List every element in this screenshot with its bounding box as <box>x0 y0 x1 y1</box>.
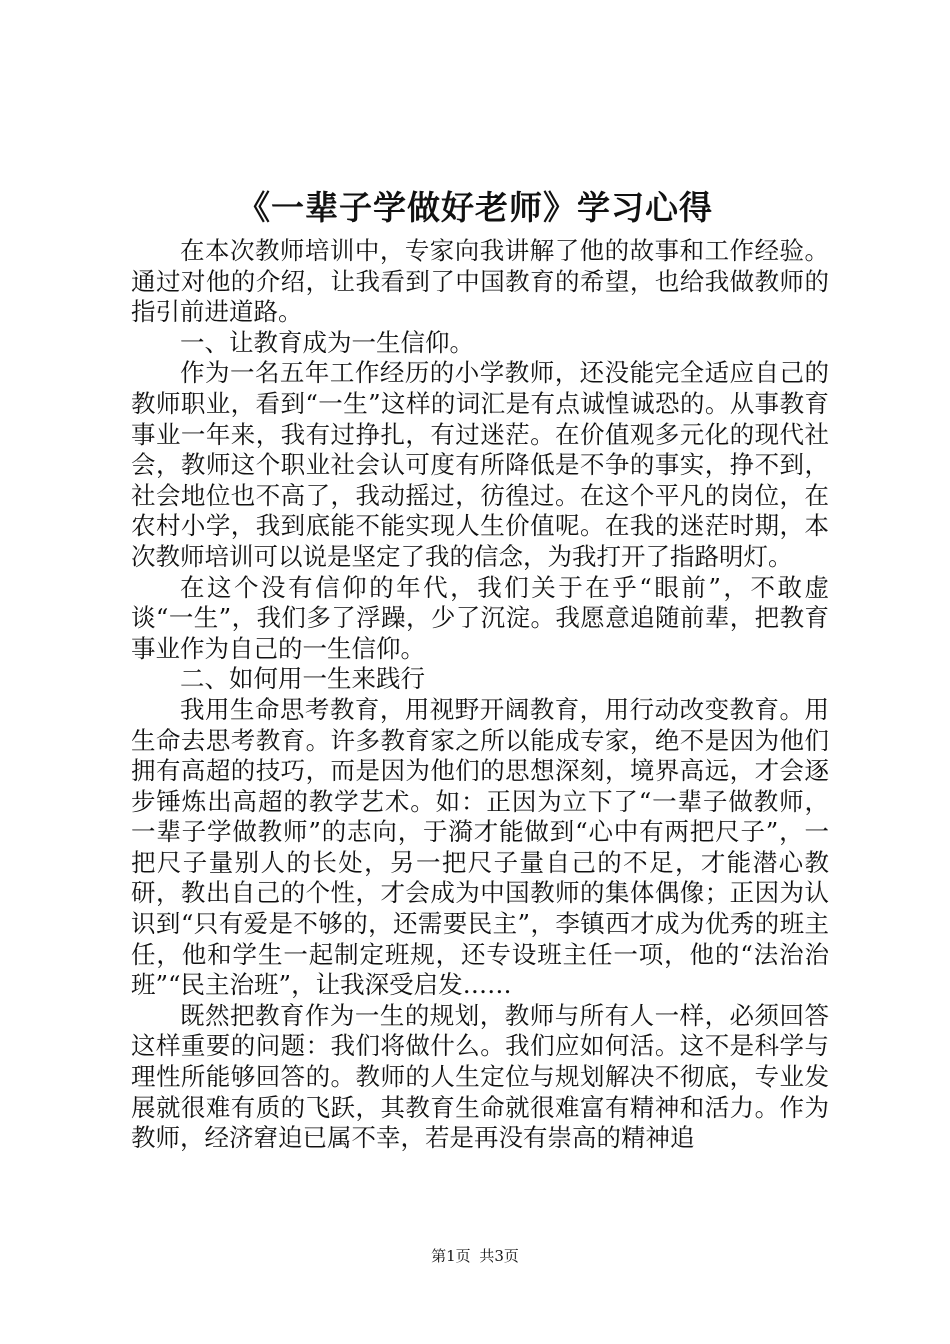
heading-section-1: 一、让教育成为一生信仰。 <box>180 327 474 357</box>
page-total: 共3页 <box>479 1247 519 1265</box>
document-body <box>131 236 829 1154</box>
paragraph-section-2-a: 我用生命思考教育，用视野开阔教育，用行动改变教育。用生命去思考教育。许多教育家之所以能成专家，绝不是因为他们拥有高超的技巧，而是因为他们的思想深刻，境界高远，才会逐步锤炼出高超的教学艺术。如：正因为立下了“一辈子做教师，一辈子学做教师”的志向，于漪才能做到“心中有两把尺子”，一把尺子量别人的长处，另一把尺子量自己的不足，才能潜心教研，教出自己的个性，才会成为中国教师的集体偶像；正因为认识到“只有爱是不够的，还需要民主”，李镇西才成为优秀的班主任，他和学生一起制定班规，还专设班主任一项，他的“法治治班”“民主治班”，让我深受启发…… <box>131 694 829 1000</box>
page-number: 第1页 <box>431 1247 471 1265</box>
heading-section-2: 二、如何用一生来践行 <box>180 664 425 694</box>
page-footer <box>0 1246 950 1266</box>
paragraph-section-1-a: 作为一名五年工作经历的小学教师，还没能完全适应自己的教师职业，看到“一生”这样的词汇是有点诚惶诚恐的。从事教育事业一年来，我有过挣扎，有过迷茫。在价值观多元化的现代社会，教师这个职业社会认可度有所降低是不争的事实，挣不到，社会地位也不高了，我动摇过，彷徨过。在这个平凡的岗位，在农村小学，我到底能不能实现人生价值呢。在我的迷茫时期，本次教师培训可以说是坚定了我的信念，为我打开了指路明灯。 <box>131 358 829 571</box>
paragraph-section-1-b: 在这个没有信仰的年代，我们关于在乎“眼前”，不敢虚谈“一生”，我们多了浮躁，少了沉淀。我愿意追随前辈，把教育事业作为自己的一生信仰。 <box>131 572 829 663</box>
paragraph-intro: 在本次教师培训中，专家向我讲解了他的故事和工作经验。通过对他的介绍，让我看到了中国教育的希望，也给我做教师的指引前进道路。 <box>131 236 829 327</box>
document-title: 《一辈子学做好老师》学习心得 <box>237 188 713 227</box>
paragraph-section-2-b: 既然把教育作为一生的规划，教师与所有人一样，必须回答这样重要的问题：我们将做什么。我们应如何活。这不是科学与理性所能够回答的。教师的人生定位与规划解决不彻底，专业发展就很难有质的飞跃，其教育生命就很难富有精神和活力。作为教师，经济窘迫已属不幸，若是再没有崇高的精神追 <box>131 1000 829 1153</box>
